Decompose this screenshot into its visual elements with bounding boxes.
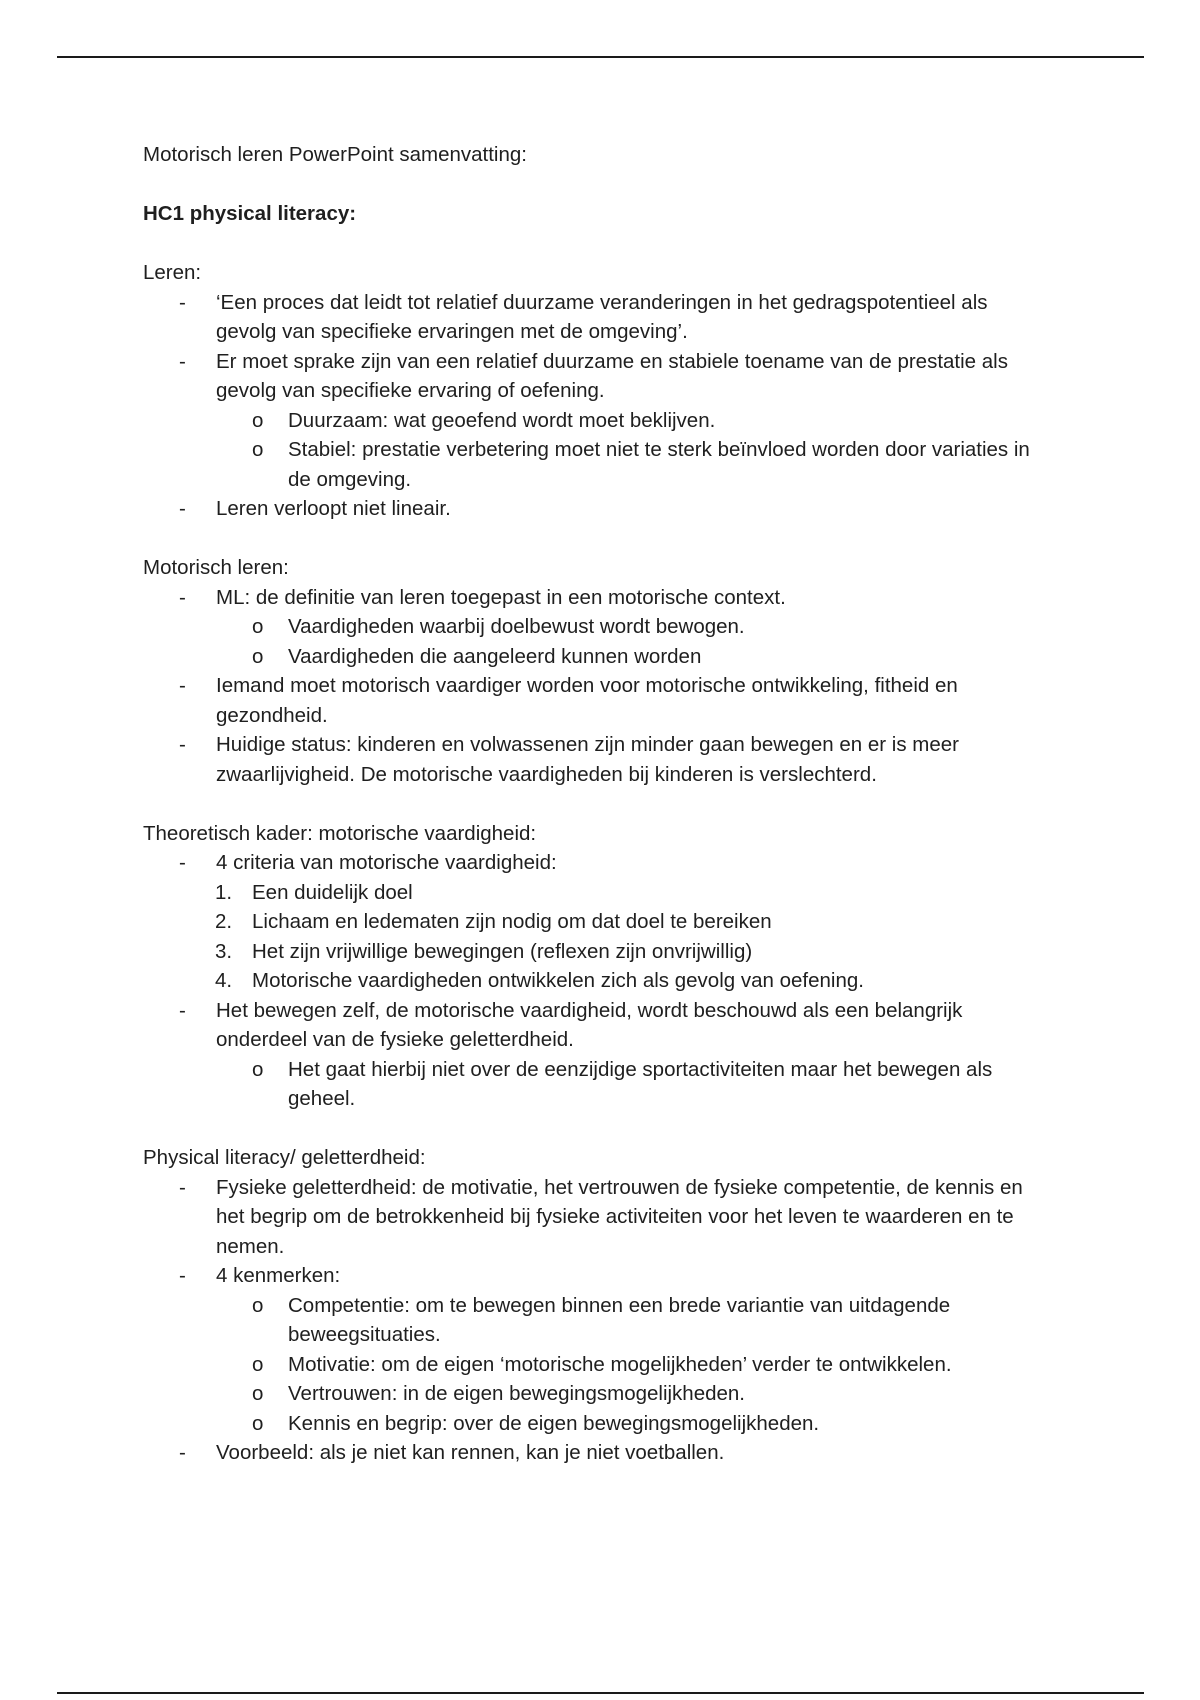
dash-marker: -	[179, 1175, 186, 1199]
numbered-item	[143, 907, 1043, 937]
sub-list-item	[143, 642, 1043, 672]
list-item-text: Iemand moet motorisch vaardiger worden voor motorische ontwikkeling, fitheid en gezondheid.	[216, 674, 958, 727]
circle-marker: o	[252, 1293, 264, 1317]
numbered-item	[143, 937, 1043, 967]
lecture-heading: HC1 physical literacy:	[143, 202, 357, 225]
list-item	[143, 730, 1043, 789]
list-item-text: ‘Een proces dat leidt tot relatief duurzame veranderingen in het gedragspotentieel als gevolg van specifieke ervaringen met de omgeving’.	[216, 290, 988, 343]
dash-marker: -	[179, 674, 186, 697]
numbered-item	[143, 966, 1043, 996]
list-item-text: Er moet sprake zijn van een relatief duurzame en stabiele toename van de prestatie als gevolg van specifieke ervaring of oefening.	[216, 349, 1008, 402]
list-item	[143, 583, 1043, 613]
list-item-text: Fysieke geletterdheid: de motivatie, het vertrouwen de fysieke competentie, de kennis en het begrip om de betrokkenheid bij fysieke activiteiten voor het leven te waarderen en te nemen.	[216, 1175, 1023, 1258]
circle-marker: o	[252, 1352, 264, 1376]
section-heading-theoretisch-kader: Theoretisch kader: motorische vaardigheid:	[143, 821, 537, 845]
section-heading-physical-literacy: Physical literacy/ geletterdheid:	[143, 1146, 426, 1169]
document-title: Motorisch leren PowerPoint samenvatting:	[143, 143, 527, 166]
list-item	[143, 347, 1043, 406]
sub-list-item-text: Duurzaam: wat geoefend wordt moet beklijven.	[288, 408, 716, 432]
list-item	[143, 1173, 1043, 1262]
sub-list-item-text: Vaardigheden waarbij doelbewust wordt bewogen.	[288, 615, 745, 638]
number-marker: 1.	[215, 880, 233, 904]
list-item-text: 4 criteria van motorische vaardigheid:	[216, 851, 557, 874]
circle-marker: o	[252, 1057, 264, 1081]
sub-list-item	[143, 1379, 1043, 1409]
header-rule	[57, 56, 1144, 58]
sub-list-item-text: Stabiel: prestatie verbetering moet niet te sterk beïnvloed worden door variaties in de omgeving.	[288, 438, 1030, 491]
sub-list-item-text: Competentie: om te bewegen binnen een brede variantie van uitdagende beweegsituaties.	[288, 1293, 951, 1346]
dash-marker: -	[179, 497, 186, 520]
list-item	[143, 1438, 1043, 1468]
circle-marker: o	[252, 615, 264, 638]
dash-marker: -	[179, 585, 186, 609]
numbered-item-text: Lichaam en ledematen zijn nodig om dat doel te bereiken	[252, 910, 772, 933]
dash-marker: -	[179, 733, 186, 756]
sub-list-item-text: Kennis en begrip: over de eigen bewegingsmogelijkheden.	[288, 1411, 820, 1435]
list-item-text: Huidige status: kinderen en volwassenen zijn minder gaan bewegen en er is meer zwaarlijvigheid. De motorische vaardigheden bij kinderen is verslechterd.	[216, 733, 959, 786]
dash-marker: -	[179, 1264, 186, 1287]
document-body	[143, 140, 1043, 1468]
list-item-text: Voorbeeld: als je niet kan rennen, kan je niet voetballen.	[216, 1441, 725, 1464]
list-item	[143, 288, 1043, 347]
dash-marker: -	[179, 998, 186, 1022]
numbered-item-text: Het zijn vrijwillige bewegingen (reflexen zijn onvrijwillig)	[252, 939, 753, 963]
sub-list-item	[143, 1350, 1043, 1380]
sub-list-item	[143, 435, 1043, 494]
circle-marker: o	[252, 1382, 264, 1405]
dash-marker: -	[179, 851, 186, 874]
list-item	[143, 848, 1043, 878]
sub-list-item-text: Motivatie: om de eigen ‘motorische mogelijkheden’ verder te ontwikkelen.	[288, 1352, 952, 1376]
circle-marker: o	[252, 1411, 264, 1435]
circle-marker: o	[252, 408, 264, 432]
section-heading-motorisch-leren: Motorisch leren:	[143, 556, 289, 579]
list-item	[143, 1261, 1043, 1291]
list-item	[143, 996, 1043, 1055]
dash-marker: -	[179, 349, 186, 373]
numbered-item-text: Motorische vaardigheden ontwikkelen zich als gevolg van oefening.	[252, 969, 864, 992]
footer-rule	[57, 1692, 1144, 1694]
list-item	[143, 494, 1043, 524]
number-marker: 4.	[215, 969, 233, 992]
list-item	[143, 671, 1043, 730]
sub-list-item	[143, 406, 1043, 436]
list-item-text: Het bewegen zelf, de motorische vaardigheid, wordt beschouwd als een belangrijk onderdeel van de fysieke geletterdheid.	[216, 998, 963, 1051]
sub-list-item	[143, 1409, 1043, 1439]
section-heading-leren: Leren:	[143, 261, 202, 284]
numbered-item-text: Een duidelijk doel	[252, 880, 413, 904]
list-item-text: 4 kenmerken:	[216, 1264, 341, 1287]
circle-marker: o	[252, 644, 264, 668]
list-item-text: Leren verloopt niet lineair.	[216, 497, 451, 520]
number-marker: 3.	[215, 939, 233, 963]
sub-list-item	[143, 1291, 1043, 1350]
list-item-text: ML: de definitie van leren toegepast in een motorische context.	[216, 585, 786, 609]
sub-list-item	[143, 612, 1043, 642]
circle-marker: o	[252, 438, 264, 461]
sub-list-item	[143, 1055, 1043, 1114]
dash-marker: -	[179, 290, 186, 314]
number-marker: 2.	[215, 910, 233, 933]
sub-list-item-text: Vaardigheden die aangeleerd kunnen worden	[288, 644, 702, 668]
dash-marker: -	[179, 1441, 186, 1464]
sub-list-item-text: Het gaat hierbij niet over de eenzijdige sportactiviteiten maar het bewegen als geheel.	[288, 1057, 993, 1110]
numbered-item	[143, 878, 1043, 908]
sub-list-item-text: Vertrouwen: in de eigen bewegingsmogelijkheden.	[288, 1382, 746, 1405]
